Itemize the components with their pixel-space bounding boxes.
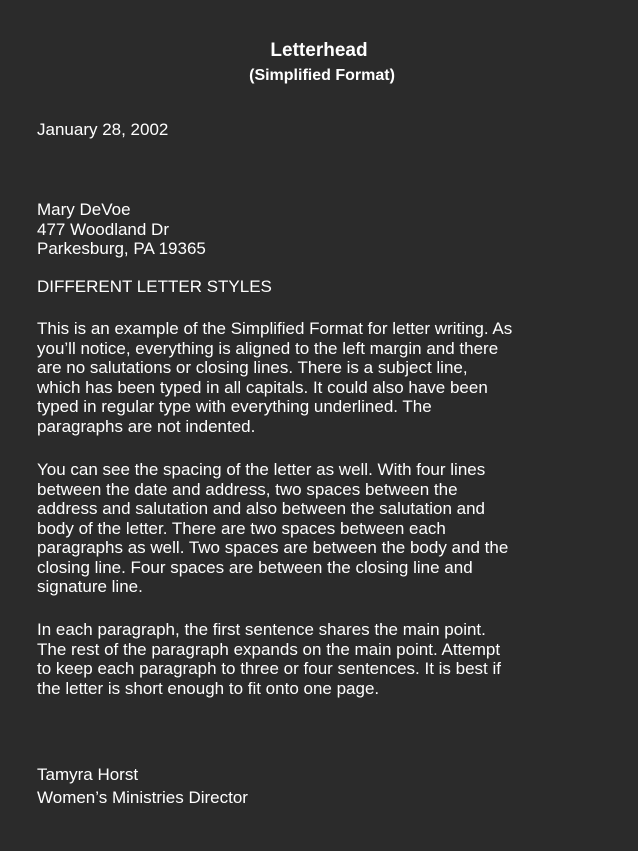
paragraph-line: which has been typed in all capitals. It could also have been xyxy=(37,377,488,397)
signature-title: Women’s Ministries Director xyxy=(37,788,248,807)
letter-date: January 28, 2002 xyxy=(37,120,169,139)
paragraph-line: address and salutation and also between the salutation and xyxy=(37,499,485,518)
body-paragraph xyxy=(37,319,617,436)
paragraph-line: body of the letter. There are two spaces between each xyxy=(37,518,446,538)
address-line: 477 Woodland Dr xyxy=(37,219,169,239)
letterhead-subtitle: (Simplified Format) xyxy=(249,67,395,84)
subject-line: DIFFERENT LETTER STYLES xyxy=(37,277,272,296)
paragraph-line: This is an example of the Simplified Format for letter writing. As xyxy=(37,319,513,338)
body-paragraph xyxy=(37,460,617,597)
paragraph-line: to keep each paragraph to three or four sentences. It is best if xyxy=(37,659,501,678)
letterhead-title: Letterhead xyxy=(270,40,368,61)
paragraph-line: paragraphs are not indented. xyxy=(37,416,256,436)
paragraph-line: You can see the spacing of the letter as well. With four lines xyxy=(37,460,486,479)
body-paragraph xyxy=(37,620,617,698)
paragraph-line: The rest of the paragraph expands on the main point. Attempt xyxy=(37,639,501,659)
paragraph-line: are no salutations or closing lines. There is a subject line, xyxy=(37,358,468,377)
paragraph-line: signature line. xyxy=(37,577,143,596)
paragraph-line: the letter is short enough to fit onto one page. xyxy=(37,678,380,698)
signature-block xyxy=(37,763,617,809)
signature-name: Tamyra Horst xyxy=(37,765,139,784)
paragraph-line: paragraphs as well. Two spaces are between the body and the xyxy=(37,538,509,557)
paragraph-line: you’ll notice, everything is aligned to the left margin and there xyxy=(37,338,499,358)
recipient-address xyxy=(37,200,617,259)
paragraph-line: typed in regular type with everything underlined. The xyxy=(37,397,432,416)
paragraph-line: between the date and address, two spaces between the xyxy=(37,479,458,499)
address-line: Parkesburg, PA 19365 xyxy=(37,239,206,258)
address-line: Mary DeVoe xyxy=(37,200,131,219)
paragraph-line: In each paragraph, the first sentence shares the main point. xyxy=(37,620,486,639)
paragraph-line: closing line. Four spaces are between the closing line and xyxy=(37,557,473,577)
letterhead xyxy=(0,38,638,88)
